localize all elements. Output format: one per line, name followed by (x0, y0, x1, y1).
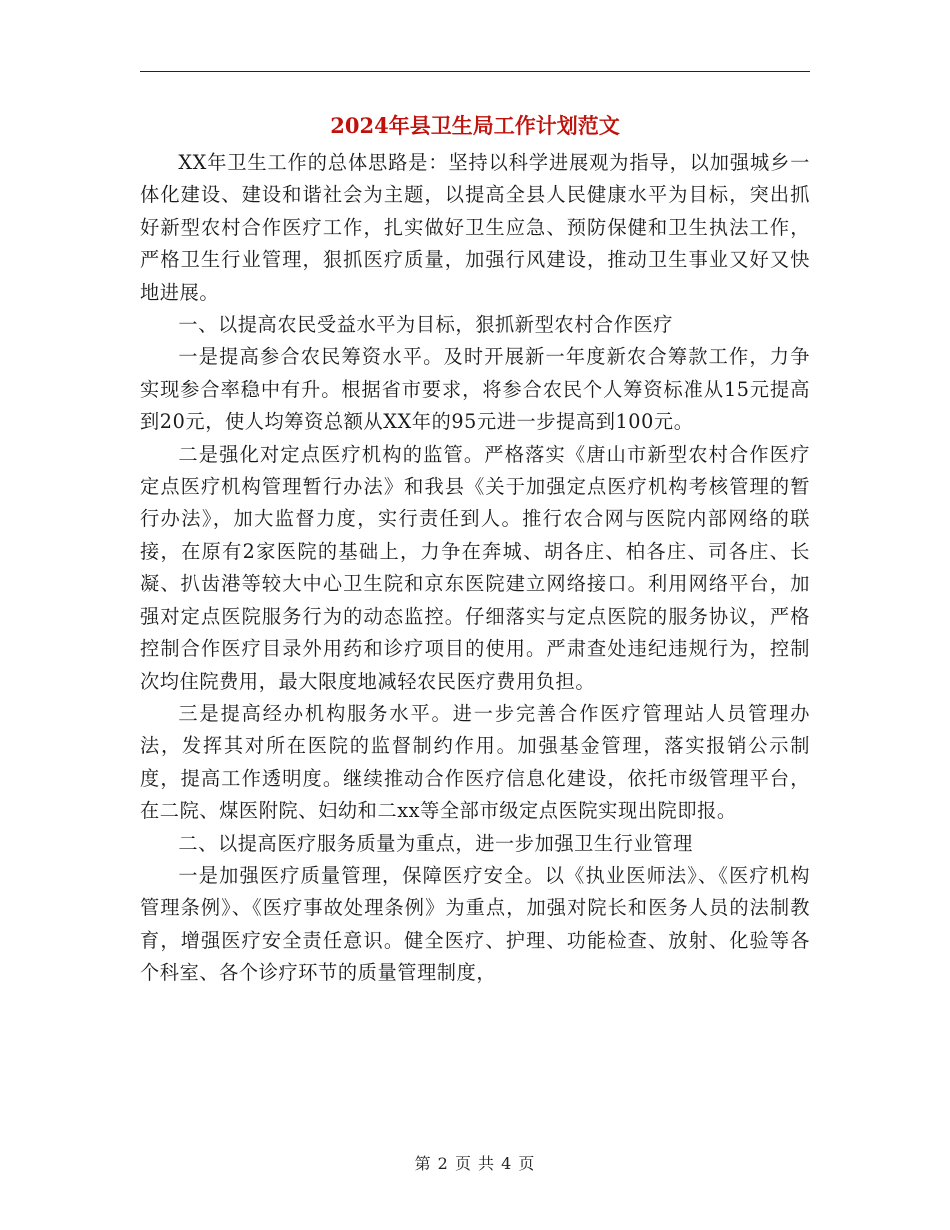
paragraph-1-2: 二是强化对定点医疗机构的监管。严格落实《唐山市新型农村合作医疗定点医疗机构管理暂行办法》和我县《关于加强定点医疗机构考核管理的暂行办法》，加大监督力度，实行责任到人。推行农合网与医院内部网络的联接，在原有2家医院的基础上，力争在奔城、胡各庄、柏各庄、司各庄、长凝、扒齿港等较大中心卫生院和京东医院建立网络接口。利用网络平台，加强对定点医院服务行为的动态监控。仔细落实与定点医院的服务协议，严格控制合作医疗目录外用药和诊疗项目的使用。严肃查处违纪违规行为，控制次均住院费用，最大限度地减轻农民医疗费用负担。 (140, 442, 810, 693)
page-footer: 第 2 页 共 4 页 (414, 1154, 536, 1173)
paragraph-1-3: 三是提高经办机构服务水平。进一步完善合作医疗管理站人员管理办法，发挥其对所在医院的监督制约作用。加强基金管理，落实报销公示制度，提高工作透明度。继续推动合作医疗信息化建设，依托市级管理平台，在二院、煤医附院、妇幼和二xx等全部市级定点医院实现出院即报。 (140, 701, 810, 823)
section-heading-1: 一、以提高农民受益水平为目标，狠抓新型农村合作医疗 (178, 313, 674, 337)
document-body (140, 147, 810, 990)
header-rule (140, 71, 810, 72)
section-heading-2: 二、以提高医疗服务质量为重点，进一步加强卫生行业管理 (178, 831, 693, 855)
paragraph-1-1: 一是提高参合农民筹资水平。及时开展新一年度新农合筹款工作，力争实现参合率稳中有升。根据省市要求，将参合农民个人筹资标准从15元提高到20元，使人均筹资总额从XX年的95元进一步提高到100元。 (140, 345, 810, 434)
paragraph-intro: XX年卫生工作的总体思路是：坚持以科学进展观为指导，以加强城乡一体化建设、建设和谐社会为主题，以提高全县人民健康水平为目标，突出抓好新型农村合作医疗工作，扎实做好卫生应急、预防保健和卫生执法工作，严格卫生行业管理，狠抓医疗质量，加强行风建设，推动卫生事业又好又快地进展。 (140, 151, 810, 304)
document-title: 2024年县卫生局工作计划范文 (330, 113, 620, 138)
paragraph-2-1: 一是加强医疗质量管理，保障医疗安全。以《执业医师法》、《医疗机构管理条例》、《医疗事故处理条例》为重点，加强对院长和医务人员的法制教育，增强医疗安全责任意识。健全医疗、护理、功能检查、放射、化验等各个科室、各个诊疗环节的质量管理制度， (140, 863, 810, 985)
